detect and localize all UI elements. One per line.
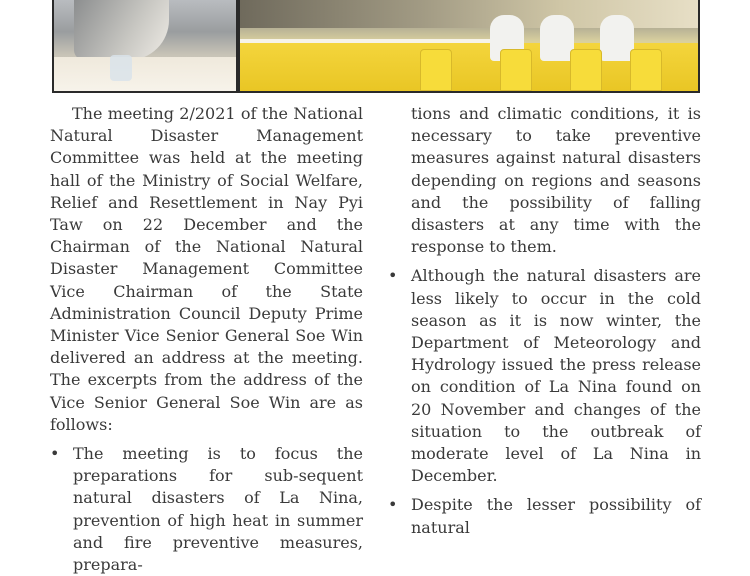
photo-attendee xyxy=(600,15,634,61)
intro-paragraph: The meeting 2/2021 of the National Natural Disaster Management Committee was held at the meeting hall of the Ministry of Social Welfare, Relief and Resettlement in Nay Pyi Taw on 22 December and the Chairman of the National Natural Disaster Management Committee Vice Chairman of the State Administration Council Deputy Prime Minister Vice Senior General Soe Win delivered an address at the meeting. The excerpts from the address of the Vice Senior General Soe Win are as follows: xyxy=(50,104,363,434)
photo-speaker-figure xyxy=(74,0,169,60)
photo-meeting-hall xyxy=(240,0,698,91)
bullet-symbol: • xyxy=(388,266,398,286)
photo-speaker xyxy=(54,0,236,91)
photo-chair xyxy=(420,49,452,91)
bullet-item xyxy=(388,265,701,487)
meeting-photo-strip xyxy=(52,0,700,93)
article-column-right xyxy=(388,103,701,539)
bullet-continuation-text: tions and climatic conditions, it is necessary to take preventive measures against natural disasters depending on regions and seasons and the possibility of falling disasters at any time with the response to them. xyxy=(411,104,701,257)
bullet-symbol: • xyxy=(50,444,60,464)
bullet-item xyxy=(388,494,701,538)
bullet-symbol: • xyxy=(388,495,398,515)
bullet-text: Although the natural disasters are less likely to occur in the cold season as it is now winter, the Department of Meteorology and Hydrology issued the press release on condition of La Nina found on 20 November and changes of the situation to the outbreak of moderate level of La Nina in December. xyxy=(411,266,701,486)
photo-chair xyxy=(500,49,532,91)
article-column-left xyxy=(50,103,363,576)
photo-attendee xyxy=(540,15,574,61)
bullet-text: Despite the lesser possibility of natural xyxy=(411,495,701,537)
bullet-text: The meeting is to focus the preparations for sub-sequent natural disasters of La Nina, prevention of high heat in summer and fire preventive measures, prepara- xyxy=(73,444,363,575)
photo-chair xyxy=(630,49,662,91)
photo-water-bottle xyxy=(110,55,132,81)
bullet-item xyxy=(50,443,363,576)
photo-chair xyxy=(570,49,602,91)
photo-speaker-desk xyxy=(54,57,236,91)
